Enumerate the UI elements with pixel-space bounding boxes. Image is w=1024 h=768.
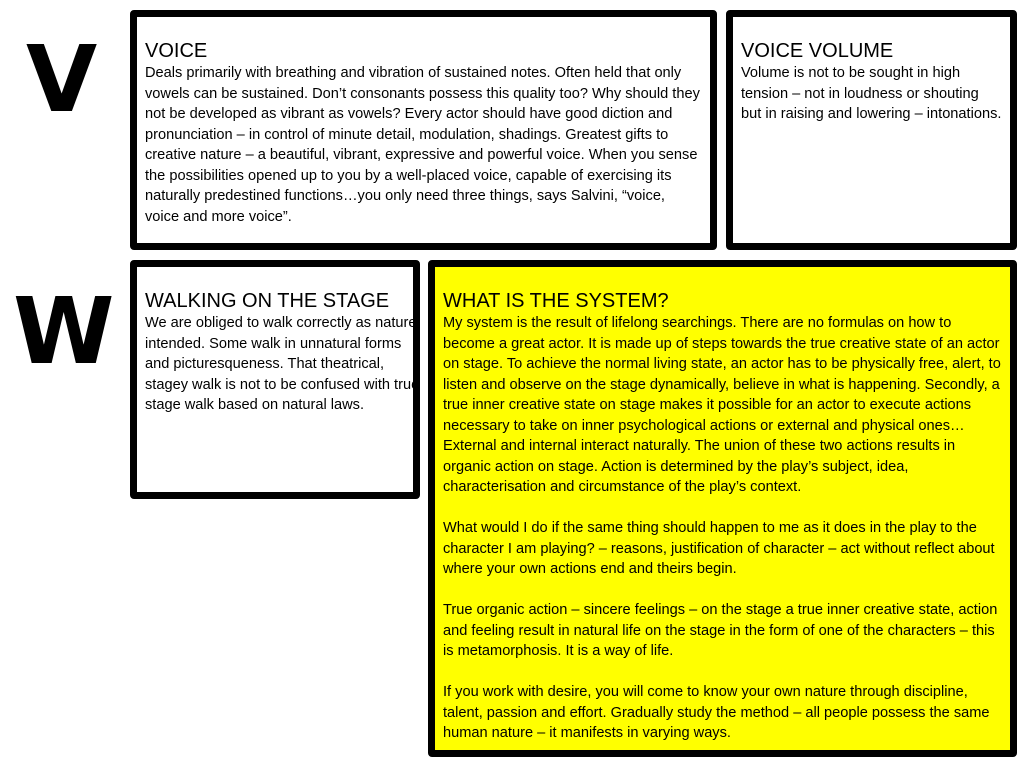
system-paragraph: If you work with desire, you will come to know your own nature through discipline, talent, passion and effort. Gradually study the method – all people possess the same human nature – it manifests in varying ways. bbox=[443, 684, 990, 741]
voice-title: VOICE bbox=[145, 40, 208, 62]
voice-volume-title: VOICE VOLUME bbox=[741, 40, 894, 62]
voice-body: Deals primarily with breathing and vibration of sustained notes. Often held that only vowels can be sustained. Don’t consonants possess this quality too? Why should they not be developed as vibrant as vowels? Every actor should have good diction and pronunciation – in control of minute detail, modulation, shadings. Greatest gifts to creative nature – a beautiful, vibrant, expressive and powerful voice. When you sense the possibilities opened up to you by a well-placed voice, capable of exercising its naturally predestined functions…you only need three things, says Salvini, “voice, voice and more voice”. bbox=[145, 65, 700, 225]
voice-card bbox=[130, 10, 717, 250]
system-paragraph: What would I do if the same thing should happen to me as it does in the play to the character I am playing? – reasons, justification of character – act without reflect about where your own actions end and theirs begin. bbox=[443, 520, 995, 577]
system-paragraph: True organic action – sincere feelings – on the stage a true inner creative state, action and feeling result in natural life on the stage in the form of one of the characters – this is metamorphosis. It is a way of life. bbox=[443, 602, 998, 659]
walking-body: We are obliged to walk correctly as nature intended. Some walk in unnatural forms and picturesqueness. That theatrical, stagey walk is not to be confused with true stage walk based on natural laws. bbox=[145, 315, 420, 413]
letter-w-heading: W bbox=[13, 278, 115, 385]
system-title: WHAT IS THE SYSTEM? bbox=[443, 290, 669, 312]
system-paragraph: My system is the result of lifelong searchings. There are no formulas on how to become a great actor. It is made up of steps towards the true creative state of an actor on stage. To achieve the normal living state, an actor has to be physically free, alert, to listen and observe on the stage dynamically, believe in what is happening. Secondly, a true inner creative state on stage makes it possible for an actor to execute actions necessary to take on inner psychological actions or external and physical ones… External and internal interact naturally. The union of these two actions results in organic action on stage. Action is determined by the play’s subject, idea, characterisation and circumstance of the play’s context. bbox=[443, 315, 1001, 495]
letter-v-heading: V bbox=[26, 26, 98, 133]
voice-volume-card bbox=[726, 10, 1017, 250]
voice-volume-body: Volume is not to be sought in high tension – not in loudness or shouting but in raising and lowering – intonations. bbox=[741, 65, 1002, 122]
walking-title: WALKING ON THE STAGE bbox=[145, 290, 390, 312]
walking-card bbox=[130, 260, 420, 499]
system-card bbox=[428, 260, 1017, 757]
